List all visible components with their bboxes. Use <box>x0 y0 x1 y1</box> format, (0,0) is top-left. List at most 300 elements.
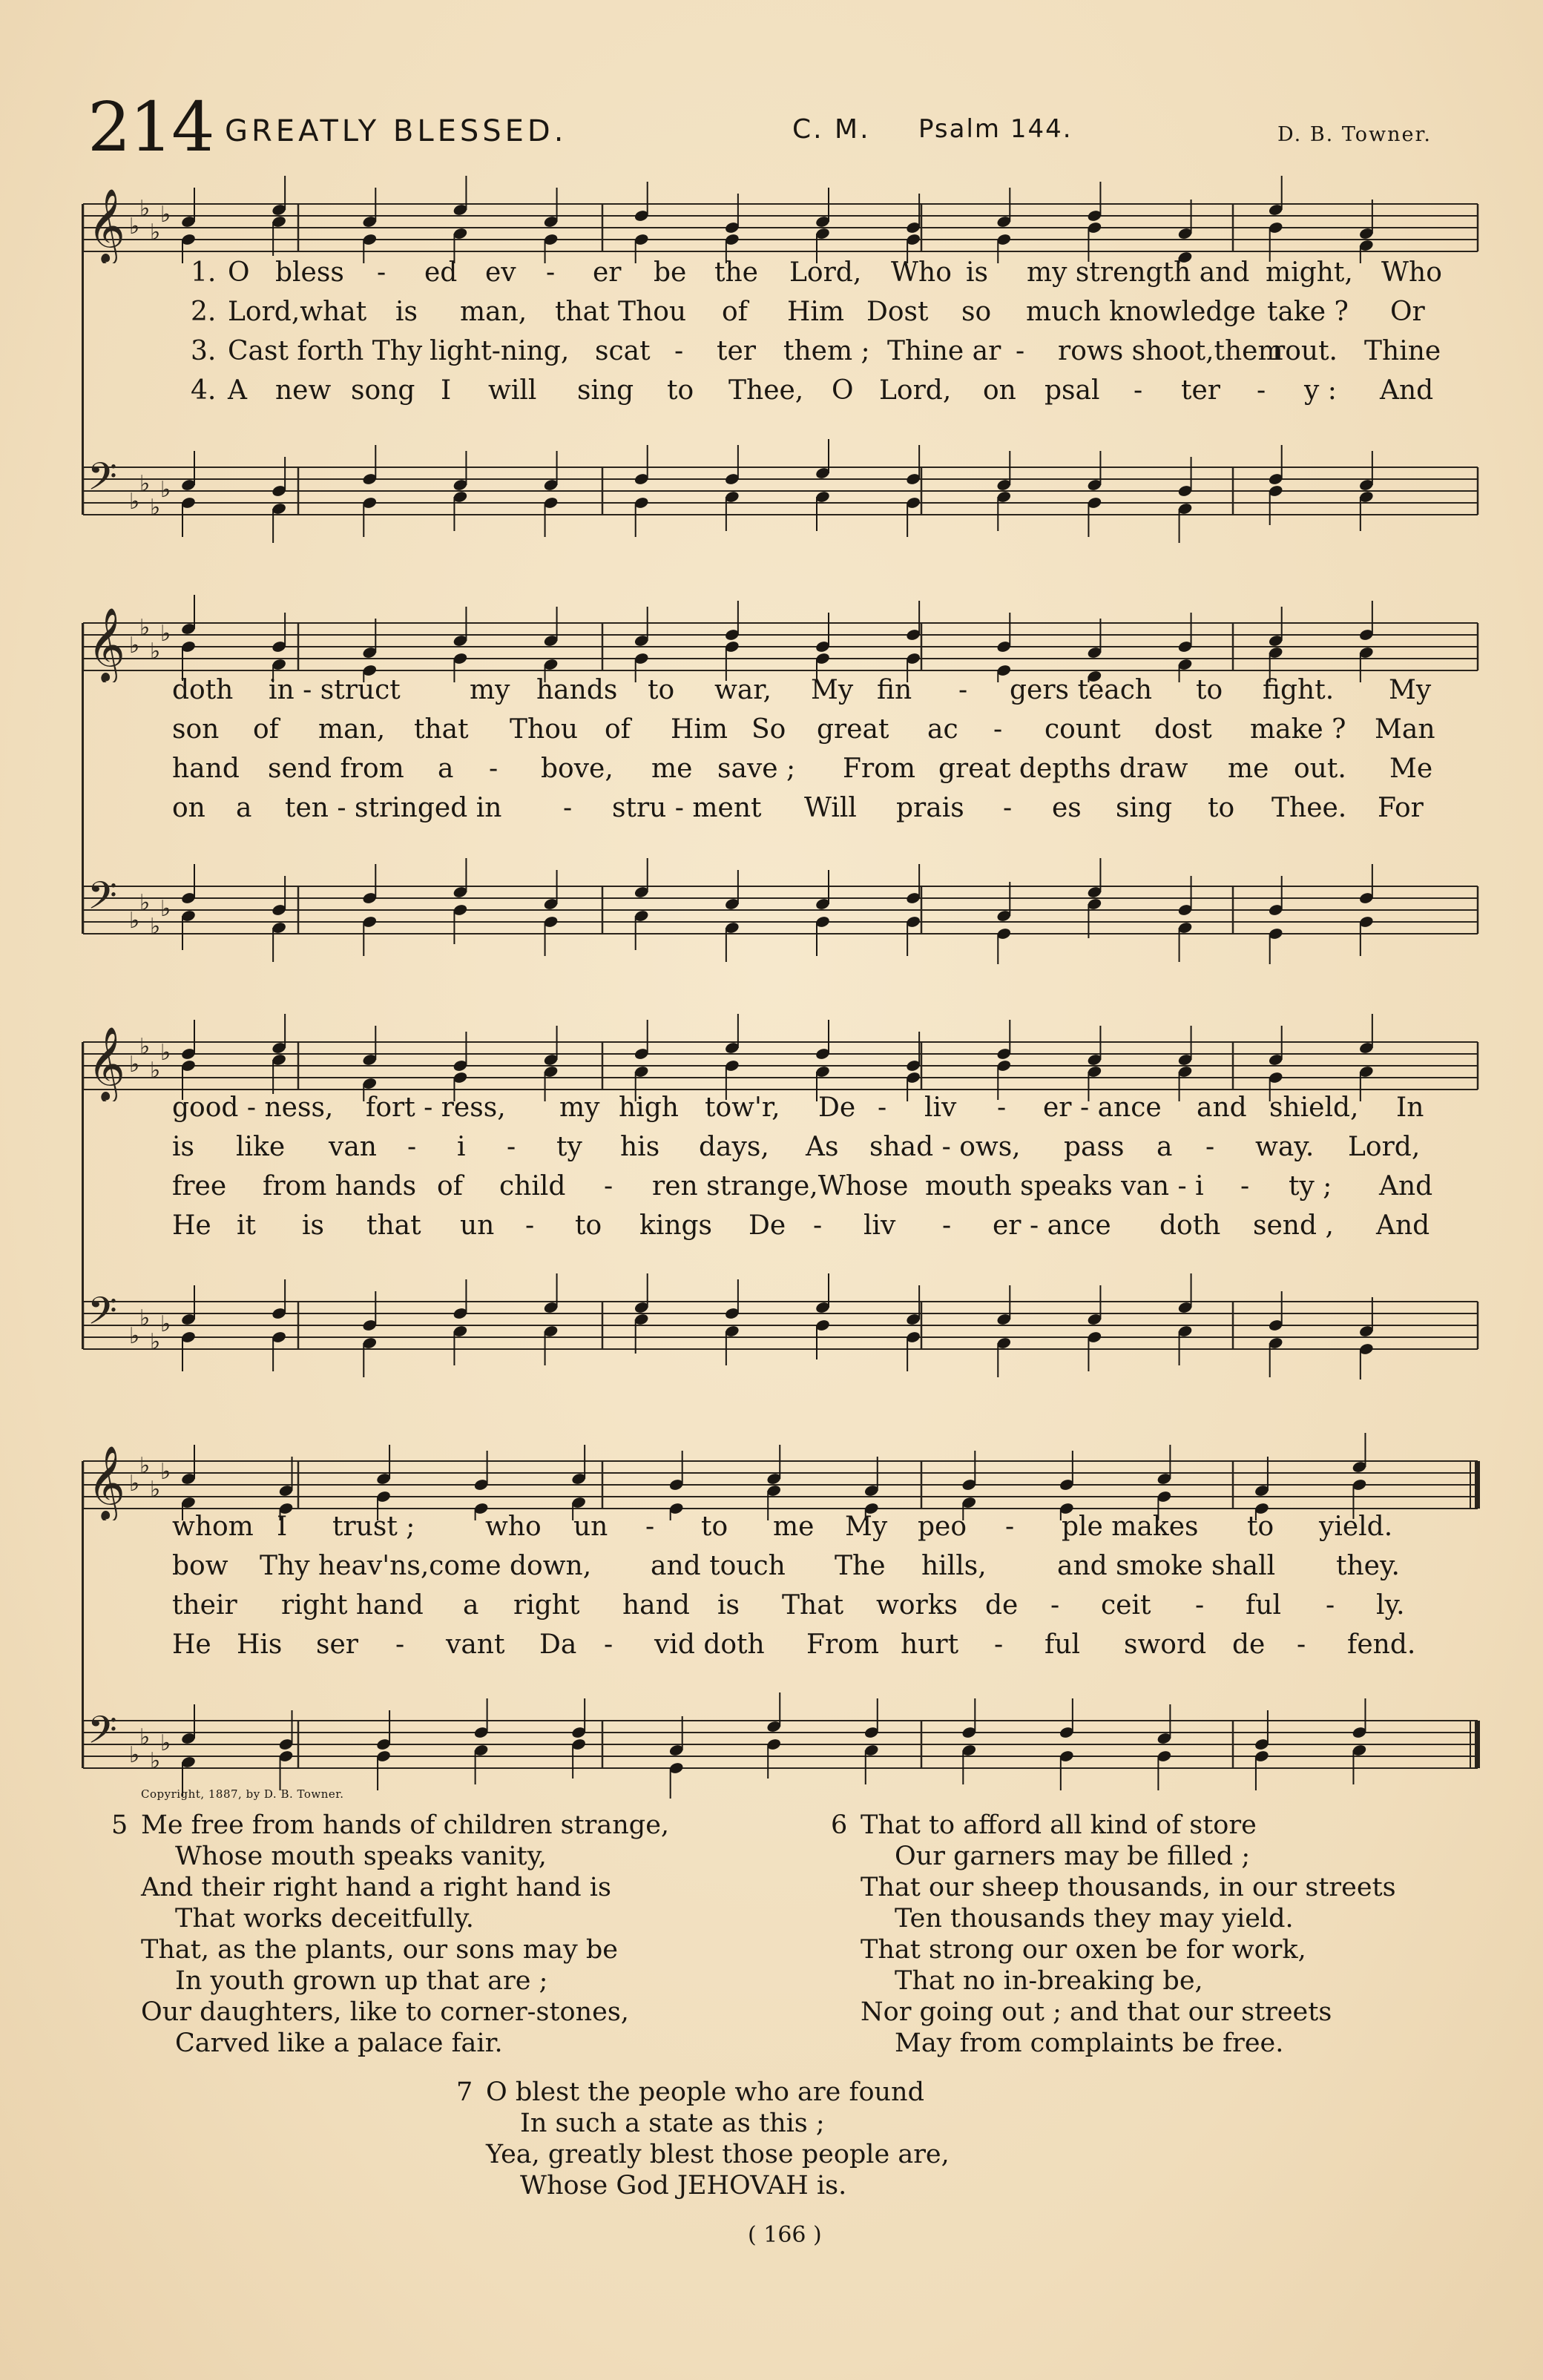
stanza-line: Carved like a palace fair. <box>175 2028 503 2058</box>
lyric-syllable: is <box>395 297 418 327</box>
lyric-syllable: Will <box>804 793 857 823</box>
flat-sign: ♭ <box>129 908 140 934</box>
lyric-syllable: ly. <box>1376 1590 1405 1621</box>
verse-line <box>68 793 1498 830</box>
stanza-line: Ten thousands they may yield. <box>895 1904 1294 1934</box>
lyric-syllable: - <box>407 1132 417 1162</box>
lyric-syllable: days, <box>699 1132 769 1162</box>
lyric-syllable: I <box>441 375 452 406</box>
stanza-line: Nor going out ; and that our streets <box>861 1997 1332 2027</box>
lyric-syllable: And <box>1376 1210 1430 1241</box>
flat-sign: ♭ <box>150 1329 161 1355</box>
lyric-syllable: high <box>619 1092 679 1123</box>
verse-line <box>68 1132 1498 1169</box>
lyric-syllable: will <box>488 375 537 406</box>
verse-line <box>68 714 1498 751</box>
stanza-line: Our garners may be filled ; <box>895 1842 1251 1871</box>
lyric-syllable: great depths draw <box>938 754 1188 784</box>
lyric-syllable: war, <box>714 675 772 705</box>
lyric-syllable: me <box>773 1512 815 1542</box>
lyric-syllable: it <box>237 1210 256 1241</box>
lyric-syllable: in - struct <box>269 675 401 705</box>
lyric-syllable: The <box>835 1551 886 1581</box>
lyric-syllable: of <box>605 714 631 745</box>
lyric-syllable: - <box>1195 1590 1205 1621</box>
lyric-syllable: sing <box>1116 793 1173 823</box>
stanza-line: That, as the plants, our sons may be <box>141 1935 618 1965</box>
lyric-syllable: child <box>499 1171 566 1201</box>
lyric-syllable: - <box>604 1171 613 1201</box>
lyric-syllable: er - ance <box>1043 1092 1162 1123</box>
treble-clef: 𝄞 <box>88 188 125 263</box>
lyric-syllable: Thine <box>1364 336 1441 366</box>
bass-staff <box>68 434 1498 545</box>
lyric-syllable: my strength and <box>1027 257 1250 288</box>
bass-clef: 𝄢 <box>88 873 117 927</box>
lyric-syllable: I <box>277 1512 288 1542</box>
stanza-line: And their right hand a right hand is <box>141 1873 611 1902</box>
flat-sign: ♭ <box>160 896 171 922</box>
lyric-syllable: Da <box>539 1629 577 1660</box>
lyric-syllable: good - ness, <box>172 1092 334 1123</box>
bass-staff <box>68 1687 1498 1799</box>
lyric-syllable: A <box>228 375 247 406</box>
system-connector <box>82 623 84 934</box>
flat-sign: ♭ <box>129 1323 140 1349</box>
flat-sign: ♭ <box>139 1724 151 1750</box>
music-system-2 <box>68 586 1498 972</box>
lyric-syllable: ser <box>316 1629 358 1660</box>
lyric-syllable: ter <box>717 336 756 366</box>
music-system-3 <box>68 1005 1498 1391</box>
lyric-syllable: Thou <box>510 714 579 745</box>
verse-line <box>68 675 1498 712</box>
lyric-syllable: my <box>470 675 510 705</box>
flat-sign: ♭ <box>150 1748 161 1774</box>
lyric-syllable: ac <box>927 714 958 745</box>
flat-sign: ♭ <box>139 196 151 222</box>
lyric-syllable: to <box>667 375 694 406</box>
lyric-syllable: that Thou <box>555 297 687 327</box>
music-system-1 <box>68 167 1498 567</box>
lyric-syllable: ceit <box>1101 1590 1151 1621</box>
lyric-syllable: - <box>1134 375 1143 406</box>
lyric-syllable: So <box>751 714 786 745</box>
lyric-syllable: to <box>1196 675 1223 705</box>
flat-sign: ♭ <box>150 220 161 245</box>
lyric-syllable: out. <box>1294 754 1346 784</box>
lyric-syllable: - <box>1005 1512 1015 1542</box>
lyric-syllable: bless <box>275 257 344 288</box>
flat-sign: ♭ <box>139 1305 151 1331</box>
lyric-syllable: hills, <box>921 1551 987 1581</box>
system-connector <box>82 1461 84 1768</box>
lyric-syllable: hands <box>536 675 618 705</box>
lyric-syllable: new <box>275 375 332 406</box>
lyric-syllable: - <box>1016 336 1025 366</box>
lyric-syllable: me <box>651 754 693 784</box>
lyric-syllable: vid doth <box>654 1629 765 1660</box>
lyric-syllable: liv <box>924 1092 957 1123</box>
lyric-syllable: Lord,what <box>228 297 367 327</box>
lyric-syllable: Thine ar <box>887 336 1001 366</box>
flat-sign: ♭ <box>160 1311 171 1337</box>
flat-sign: ♭ <box>150 1477 161 1503</box>
lyric-syllable: rows shoot,them <box>1058 336 1283 366</box>
lyric-syllable: My <box>811 675 854 705</box>
lyric-syllable: and touch <box>651 1551 786 1581</box>
lyric-syllable: - <box>942 1210 952 1241</box>
lyric-syllable: He <box>172 1210 211 1241</box>
system-connector <box>82 204 84 515</box>
lyric-syllable: might, <box>1266 257 1353 288</box>
lyric-syllable: ple makes <box>1062 1512 1199 1542</box>
verse-line <box>68 1512 1498 1549</box>
lyric-syllable: works <box>876 1590 958 1621</box>
lyric-syllable: ful <box>1246 1590 1282 1621</box>
lyric-syllable: - <box>377 257 386 288</box>
stanza-line: That to afford all kind of store <box>861 1810 1257 1840</box>
lyric-syllable: - <box>994 1629 1004 1660</box>
flat-sign: ♭ <box>129 1742 140 1768</box>
lyric-syllable: man, <box>318 714 386 745</box>
flat-sign: ♭ <box>129 214 140 240</box>
flat-sign: ♭ <box>139 1034 151 1060</box>
lyric-syllable: kings <box>639 1210 713 1241</box>
lyric-syllable: sing <box>577 375 634 406</box>
lyric-syllable: Lord, <box>1348 1132 1421 1162</box>
final-bar-thick <box>1475 1461 1480 1509</box>
verse-line <box>68 754 1498 791</box>
lyric-syllable: they. <box>1336 1551 1400 1581</box>
lyric-syllable: right hand <box>281 1590 424 1621</box>
flat-sign: ♭ <box>160 621 171 647</box>
lyric-syllable: - <box>525 1210 535 1241</box>
lyric-syllable: to <box>1208 793 1235 823</box>
stanza-6 <box>831 1810 1396 2059</box>
final-bar-thick <box>1475 1721 1480 1768</box>
flat-sign: ♭ <box>129 489 140 515</box>
treble-staff <box>68 593 1498 682</box>
stanza-line: Our daughters, like to corner-stones, <box>141 1997 629 2027</box>
lyric-syllable: - <box>1297 1629 1306 1660</box>
verse-line <box>68 1092 1498 1130</box>
lyric-syllable: a <box>1157 1132 1173 1162</box>
lyric-syllable: Man <box>1375 714 1435 745</box>
verse-line <box>68 1210 1498 1247</box>
verse-line <box>68 1171 1498 1208</box>
stanza-line: In youth grown up that are ; <box>175 1966 548 1996</box>
lyric-syllable: to <box>1247 1512 1274 1542</box>
lyric-syllable: yield. <box>1319 1512 1393 1542</box>
lyric-syllable: And <box>1380 375 1434 406</box>
bass-clef: 𝄢 <box>88 1707 117 1761</box>
lyric-syllable: shield, <box>1269 1092 1359 1123</box>
lyric-syllable: For <box>1378 793 1424 823</box>
lyric-syllable: Lord, <box>879 375 952 406</box>
lyric-syllable: Or <box>1390 297 1425 327</box>
bass-staff <box>68 1268 1498 1379</box>
composer-name: D. B. Towner. <box>1277 123 1432 146</box>
lyric-syllable: mouth speaks van - i <box>925 1171 1204 1201</box>
lyric-syllable: of <box>437 1171 463 1201</box>
flat-sign: ♭ <box>139 471 151 497</box>
lyric-syllable: De <box>818 1092 856 1123</box>
lyric-syllable: Him <box>671 714 728 745</box>
psalm-reference: Psalm 144. <box>918 114 1073 144</box>
lyric-syllable: fight. <box>1263 675 1335 705</box>
lyric-syllable: My <box>1389 675 1432 705</box>
lyric-syllable: - <box>993 714 1003 745</box>
stanza-5 <box>111 1810 670 2059</box>
lyric-syllable: de <box>985 1590 1019 1621</box>
lyric-syllable: In <box>1396 1092 1424 1123</box>
lyric-syllable: man, <box>460 297 527 327</box>
lyric-syllable: Who <box>1381 257 1442 288</box>
lyric-syllable: - <box>563 793 573 823</box>
lyric-syllable: light-ning, <box>430 336 570 366</box>
stanza-number: 6 <box>831 1810 848 1840</box>
lyric-syllable: free <box>172 1171 227 1201</box>
lyric-syllable: and smoke shall <box>1057 1551 1276 1581</box>
lyric-syllable: to <box>648 675 675 705</box>
lyric-syllable: - <box>1003 793 1013 823</box>
lyric-syllable: on <box>172 793 205 823</box>
lyric-syllable: psal <box>1044 375 1100 406</box>
lyric-syllable: And <box>1379 1171 1433 1201</box>
lyric-syllable: to <box>575 1210 602 1241</box>
lyric-syllable: - <box>489 754 499 784</box>
flat-sign: ♭ <box>150 1058 161 1084</box>
lyric-syllable: doth <box>172 675 234 705</box>
lyric-syllable: bove, <box>541 754 613 784</box>
lyric-syllable: ty ; <box>1289 1171 1332 1201</box>
lyric-syllable: ful <box>1044 1629 1081 1660</box>
hymn-title: GREATLY BLESSED. <box>225 114 567 148</box>
lyric-syllable: fin <box>877 675 912 705</box>
lyric-syllable: a <box>236 793 252 823</box>
system-connector <box>82 1042 84 1349</box>
lyric-syllable: His <box>237 1629 283 1660</box>
lyric-syllable: - <box>604 1629 613 1660</box>
lyric-syllable: - <box>1326 1590 1335 1621</box>
lyric-syllable: count <box>1044 714 1121 745</box>
stanza-line: That no in-breaking be, <box>895 1966 1203 1996</box>
lyric-syllable: that <box>366 1210 421 1241</box>
lyric-syllable: un <box>573 1512 608 1542</box>
lyric-syllable: sword <box>1124 1629 1207 1660</box>
lyric-syllable: My <box>845 1512 888 1542</box>
hymn-meter: C. M. <box>792 114 871 145</box>
flat-sign: ♭ <box>139 615 151 641</box>
lyric-syllable: whom <box>172 1512 254 1542</box>
lyric-syllable: liv <box>863 1210 896 1241</box>
lyric-syllable: hand <box>172 754 240 784</box>
lyric-syllable: pass <box>1064 1132 1125 1162</box>
verse-line <box>68 1629 1498 1667</box>
lyric-syllable: a <box>438 754 454 784</box>
stanza-line: In such a state as this ; <box>520 2109 825 2138</box>
lyric-syllable: trust ; <box>332 1512 415 1542</box>
lyric-syllable: save ; <box>717 754 796 784</box>
lyric-syllable: de <box>1232 1629 1266 1660</box>
lyric-syllable: take ? <box>1267 297 1349 327</box>
lyric-syllable: that <box>414 714 469 745</box>
lyric-syllable: his <box>620 1132 660 1162</box>
lyric-syllable: like <box>236 1132 286 1162</box>
lyric-syllable: - <box>507 1132 516 1162</box>
lyric-syllable: hurt <box>901 1629 959 1660</box>
lyric-syllable: - <box>878 1092 887 1123</box>
lyric-syllable: ren strange,Whose <box>652 1171 909 1201</box>
stanza-number: 5 <box>111 1810 128 1840</box>
lyric-syllable: the <box>714 257 758 288</box>
lyric-syllable: fend. <box>1347 1629 1416 1660</box>
lyric-syllable: Dost <box>866 297 929 327</box>
lyric-syllable: De <box>749 1210 786 1241</box>
flat-sign: ♭ <box>150 495 161 521</box>
lyric-syllable: es <box>1052 793 1082 823</box>
lyric-syllable: That <box>782 1590 844 1621</box>
lyric-syllable: - <box>1257 375 1266 406</box>
treble-clef: 𝄞 <box>88 1026 125 1101</box>
lyric-syllable: is <box>172 1132 194 1162</box>
music-system-4 <box>68 1424 1498 1795</box>
lyric-syllable: From <box>806 1629 879 1660</box>
verse-line <box>68 257 1498 294</box>
lyric-syllable: their <box>172 1590 237 1621</box>
lyric-syllable: - <box>1240 1171 1250 1201</box>
lyric-syllable: shad - ows, <box>869 1132 1021 1162</box>
lyric-syllable: O <box>228 257 250 288</box>
lyric-syllable: is <box>966 257 988 288</box>
lyric-syllable: from hands <box>263 1171 417 1201</box>
lyric-syllable: un <box>460 1210 495 1241</box>
stanza-number: 7 <box>456 2077 473 2107</box>
stanza-line: Whose mouth speaks vanity, <box>175 1842 547 1871</box>
flat-sign: ♭ <box>160 1730 171 1756</box>
stanza-line: Whose God JEHOVAH is. <box>520 2171 847 2201</box>
verse-number: 1. <box>191 257 217 288</box>
flat-sign: ♭ <box>129 1471 140 1497</box>
lyric-syllable: - <box>997 1092 1007 1123</box>
lyric-syllable: From <box>843 754 915 784</box>
treble-clef: 𝄞 <box>88 1446 125 1520</box>
stanza-line: That our sheep thousands, in our streets <box>861 1873 1396 1902</box>
lyric-syllable: O <box>832 375 854 406</box>
verse-line <box>68 1590 1498 1627</box>
lyric-syllable: i <box>457 1132 466 1162</box>
bass-clef: 𝄢 <box>88 1288 117 1342</box>
lyric-syllable: scat <box>595 336 651 366</box>
lyric-syllable: song <box>351 375 415 406</box>
verse-line <box>68 1551 1498 1588</box>
lyric-syllable: hand <box>622 1590 690 1621</box>
lyric-syllable: be <box>654 257 687 288</box>
flat-sign: ♭ <box>150 639 161 665</box>
lyric-syllable: prais <box>896 793 964 823</box>
lyric-syllable: send , <box>1253 1210 1334 1241</box>
lyric-syllable: Who <box>891 257 952 288</box>
flat-sign: ♭ <box>160 477 171 503</box>
flat-sign: ♭ <box>160 202 171 228</box>
lyric-syllable: who <box>485 1512 542 1542</box>
lyric-syllable: ed <box>424 257 458 288</box>
stanza-line: That strong our oxen be for work, <box>861 1935 1306 1965</box>
stanza-line: O blest the people who are found <box>486 2077 925 2107</box>
flat-sign: ♭ <box>139 1453 151 1479</box>
hymn-number: 214 <box>88 88 214 167</box>
lyric-syllable: right <box>513 1590 580 1621</box>
verse-line <box>68 297 1498 334</box>
lyric-syllable: them ; <box>783 336 870 366</box>
flat-sign: ♭ <box>129 633 140 659</box>
lyric-syllable: make ? <box>1250 714 1346 745</box>
bass-staff <box>68 853 1498 964</box>
lyric-syllable: send from <box>268 754 404 784</box>
flat-sign: ♭ <box>160 1459 171 1485</box>
lyric-syllable: Thee. <box>1271 793 1347 823</box>
treble-staff <box>68 174 1498 263</box>
lyric-syllable: me <box>1228 754 1269 784</box>
lyric-syllable: tow'r, <box>705 1092 780 1123</box>
lyric-syllable: er <box>593 257 622 288</box>
lyric-syllable: Thee, <box>728 375 804 406</box>
lyric-syllable: - <box>395 1629 405 1660</box>
lyric-syllable: ty <box>556 1132 582 1162</box>
lyric-syllable: so <box>961 297 992 327</box>
lyric-syllable: ev <box>485 257 516 288</box>
stanza-7 <box>456 2077 950 2201</box>
verse-line <box>68 336 1498 373</box>
lyric-syllable: Cast forth Thy <box>228 336 423 366</box>
lyric-syllable: y : <box>1304 375 1337 406</box>
stanza-line: That works deceitfully. <box>175 1904 474 1934</box>
lyric-syllable: dost <box>1154 714 1212 745</box>
lyric-syllable: much knowledge <box>1026 297 1256 327</box>
lyric-syllable: is <box>717 1590 740 1621</box>
verse-number: 4. <box>191 375 217 406</box>
lyric-syllable: fort - ress, <box>366 1092 506 1123</box>
lyric-syllable: is <box>302 1210 324 1241</box>
lyric-syllable: - <box>1205 1132 1215 1162</box>
stanza-line: Yea, greatly blest those people are, <box>486 2140 950 2169</box>
lyric-syllable: to <box>701 1512 728 1542</box>
treble-staff <box>68 1012 1498 1101</box>
flat-sign: ♭ <box>150 914 161 940</box>
lyric-syllable: way. <box>1255 1132 1315 1162</box>
copyright-notice: Copyright, 1887, by D. B. Towner. <box>141 1787 344 1801</box>
lyric-syllable: my <box>559 1092 600 1123</box>
flat-sign: ♭ <box>139 890 151 916</box>
lyric-syllable: - <box>546 257 556 288</box>
lyric-syllable: on <box>983 375 1016 406</box>
lyric-syllable: Lord, <box>789 257 862 288</box>
lyric-syllable: and <box>1197 1092 1247 1123</box>
lyric-syllable: er - ance <box>993 1210 1111 1241</box>
lyric-syllable: of <box>253 714 279 745</box>
verse-line <box>68 375 1498 412</box>
lyric-syllable: - <box>1050 1590 1060 1621</box>
lyric-syllable: peo <box>918 1512 967 1542</box>
verse-number: 2. <box>191 297 217 327</box>
lyric-syllable: stru - ment <box>612 793 762 823</box>
lyric-syllable: doth <box>1159 1210 1221 1241</box>
page-number: ( 166 ) <box>748 2222 822 2248</box>
lyric-syllable: As <box>806 1132 839 1162</box>
stanza-line: Me free from hands of children strange, <box>141 1810 670 1840</box>
lyric-syllable: bow <box>172 1551 228 1581</box>
